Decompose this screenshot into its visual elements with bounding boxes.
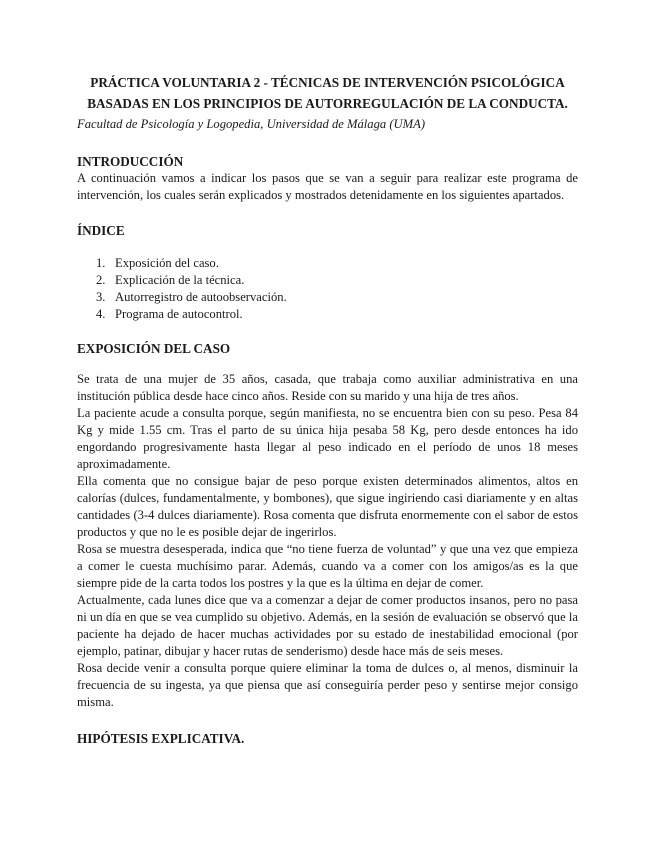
index-heading: ÍNDICE xyxy=(77,223,125,238)
hipotesis-heading: HIPÓTESIS EXPLICATIVA. xyxy=(77,731,245,746)
index-item xyxy=(96,306,578,323)
document-subtitle: Facultad de Psicología y Logopedia, Universidad de Málaga (UMA) xyxy=(77,117,426,131)
caso-paragraph: Se trata de una mujer de 35 años, casada, que trabaja como auxiliar administrativa en una institución pública desde hace cinco años. Reside con su marido y una hija de tres años. xyxy=(77,372,578,403)
intro-heading: INTRODUCCIÓN xyxy=(77,154,184,169)
index-item-number: 2. xyxy=(96,273,106,287)
index-item-number: 4. xyxy=(96,307,106,321)
index-item-label: Exposición del caso. xyxy=(115,256,219,270)
index-item xyxy=(96,255,578,272)
document-title-line-1: PRÁCTICA VOLUNTARIA 2 - TÉCNICAS DE INTERVENCIÓN PSICOLÓGICA xyxy=(90,75,565,90)
index-item-number: 3. xyxy=(96,290,106,304)
caso-paragraph: Rosa se muestra desesperada, indica que “no tiene fuerza de voluntad” y que una vez que empieza a comer le cuesta muchísimo parar. Además, cuando va a comer con los amigos/as es la que siempre pide de la carta todos los postres y la que es la última en dejar de comer. xyxy=(77,542,578,590)
index-item xyxy=(96,289,578,306)
index-item-label: Explicación de la técnica. xyxy=(115,273,245,287)
index-item xyxy=(96,272,578,289)
caso-paragraph: Actualmente, cada lunes dice que va a comenzar a dejar de comer productos insanos, pero no pasa ni un día en que se vea cumplido su objetivo. Además, en la sesión de evaluación se observó que la paciente ha dejado de hacer muchas actividades por su estado de inestabilidad emocional (por ejemplo, patinar, dibujar y hacer rutas de senderismo) desde hace más de seis meses. xyxy=(77,593,578,658)
document-page xyxy=(77,72,578,747)
document-title-line-2: BASADAS EN LOS PRINCIPIOS DE AUTORREGULACIÓN DE LA CONDUCTA. xyxy=(87,96,568,111)
caso-paragraph: Ella comenta que no consigue bajar de peso porque existen determinados alimentos, altos en calorías (dulces, fundamentalmente, y bombones), que sigue ingiriendo casi diariamente y en altas cantidades (3-4 dulces diariamente). Rosa comenta que disfruta enormemente con el sabor de estos productos y que no le es posible dejar de ingerirlos. xyxy=(77,474,578,539)
caso-body xyxy=(77,371,578,711)
index-list xyxy=(77,255,578,323)
caso-heading: EXPOSICIÓN DEL CASO xyxy=(77,341,231,356)
caso-paragraph: Rosa decide venir a consulta porque quiere eliminar la toma de dulces o, al menos, disminuir la frecuencia de su ingesta, ya que piensa que así conseguiría perder peso y sentirse mejor consigo misma. xyxy=(77,661,578,709)
index-item-number: 1. xyxy=(96,256,106,270)
index-item-label: Autorregistro de autoobservación. xyxy=(115,290,287,304)
caso-paragraph: La paciente acude a consulta porque, según manifiesta, no se encuentra bien con su peso. Pesa 84 Kg y mide 1.55 cm. Tras el parto de su única hija pesaba 58 Kg, pero desde entonces ha ido engordando progresivamente hasta llegar al peso indicado en el período de unos 18 meses aproximadamente. xyxy=(77,406,578,471)
index-item-label: Programa de autocontrol. xyxy=(115,307,243,321)
intro-paragraph: A continuación vamos a indicar los pasos que se van a seguir para realizar este programa de intervención, los cuales serán explicados y mostrados detenidamente en los siguientes apartados. xyxy=(77,171,578,202)
